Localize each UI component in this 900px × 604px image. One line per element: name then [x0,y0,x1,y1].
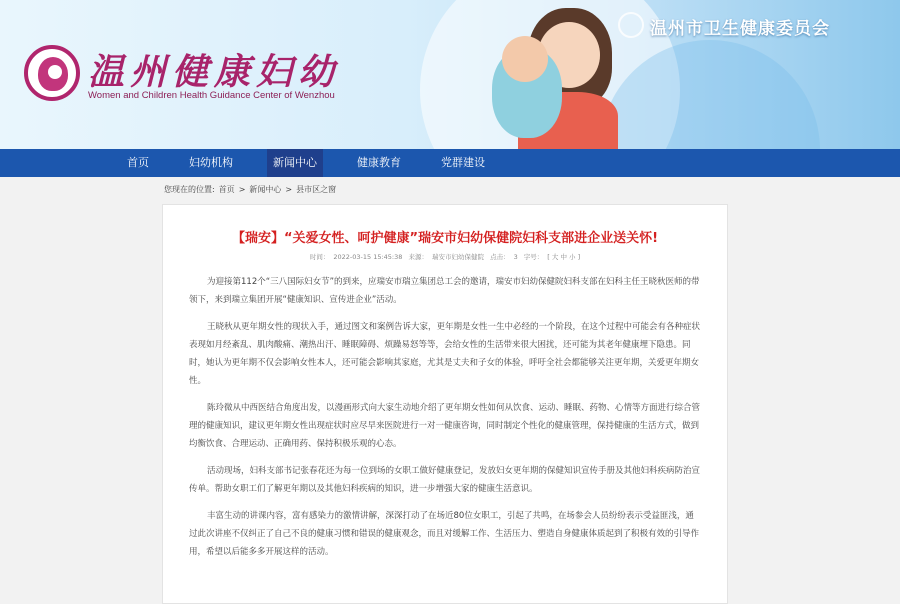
nav-item-institutions[interactable]: 妇幼机构 [189,156,233,169]
breadcrumb-prefix: 您现在的位置: [164,185,215,194]
header-banner [0,0,900,149]
breadcrumb-separator: > [285,185,293,194]
article-paragraph: 活动现场，妇科支部书记张春花还为每一位到场的女职工做好健康登记，发放妇女更年期的保健知识宣传手册及其他妇科疾病防治宣传单。帮助女职工们了解更年期以及其他妇科疾病的知识，进一步增强大家的健康生活意识。 [189,466,701,494]
nav-item-home[interactable]: 首页 [127,156,149,169]
breadcrumb-link-county[interactable]: 县市区之窗 [296,185,337,194]
meta-source: 瑞安市妇幼保健院 [431,253,484,261]
main-nav [0,149,900,177]
article-paragraph: 王晓秋从更年期女性的现状入手，通过图文和案例告诉大家，更年期是女性一生中必经的一个阶段，在这个过程中可能会有各种症状表现如月经紊乱、肌肉酸痛、潮热出汗、睡眠障碍、烦躁易怒等等，会给女性的生活带来很大困扰，还可能为其老年健康埋下隐患。同时，她认为更年期不仅会影响女性本人，还可能会影响其家庭，尤其是丈夫和子女的体验，呼吁全社会都能够关注更年期，关爱更年期女性。 [189,322,701,386]
logo-icon[interactable] [24,45,80,101]
article-meta [189,252,701,261]
meta-time-label: 时间： [309,253,330,261]
breadcrumb [0,177,900,205]
article-paragraph: 为迎接第112个“三八国际妇女节”的到来，应瑞安市瑞立集团总工会的邀请，瑞安市妇幼保健院妇科支部在妇科主任王晓秋医师的带领下，来到瑞立集团开展“健康知识、宣传进企业”活动。 [189,277,700,305]
meta-source-label: 来源： [408,253,428,261]
article-paragraph: 丰富生动的讲课内容，富有感染力的激情讲解，深深打动了在场近80位女职工，引起了共鸣，在场参会人员纷纷表示受益匪浅，通过此次讲座不仅纠正了自己不良的健康习惯和错误的健康观念，而且对缓解工作、生活压力、塑造自身健康体质起到了积极有效的引导作用，希望以后能多多开展这样的活动。 [189,511,700,557]
breadcrumb-separator: > [238,185,246,194]
meta-clicks: 3 [513,253,518,261]
article-panel [162,204,728,604]
nav-item-news[interactable]: 新闻中心 [267,149,323,177]
font-size-selector[interactable]: [ 大 中 小 ] [547,253,581,261]
meta-time: 2022-03-15 15:45:38 [333,253,403,261]
nav-item-health-education[interactable]: 健康教育 [357,156,401,169]
meta-clicks-label: 点击： [490,253,510,261]
site-logo-subtitle: Women and Children Health Guidance Center of Wenzhou [88,90,335,101]
article-paragraph: 陈玲微从中西医结合角度出发，以漫画形式向大家生动地介绍了更年期女性如何从饮食、运动、睡眠、药物、心情等方面进行综合管理的健康知识，建议更年期女性出现症状时应尽早来医院进行一对一健康咨询，同时制定个性化的健康管理，保持健康的生活方式，做到均衡饮食、合理运动、正确用药、保持积极乐观的心态。 [189,403,701,449]
department-title[interactable]: 温州市卫生健康委员会 [650,19,830,39]
breadcrumb-link-home[interactable]: 首页 [218,185,235,194]
article-title: 【瑞安】“关爱女性、呵护健康”瑞安市妇幼保健院妇科支部进企业送关怀! [231,231,659,246]
breadcrumb-link-news[interactable]: 新闻中心 [249,185,282,194]
nav-item-party-building[interactable]: 党群建设 [441,156,485,169]
mother-baby-illustration [488,8,620,149]
emblem-icon [618,12,644,38]
meta-font-label: 字号： [523,253,544,261]
site-logo-text[interactable]: 温州健康妇幼 [88,51,341,93]
